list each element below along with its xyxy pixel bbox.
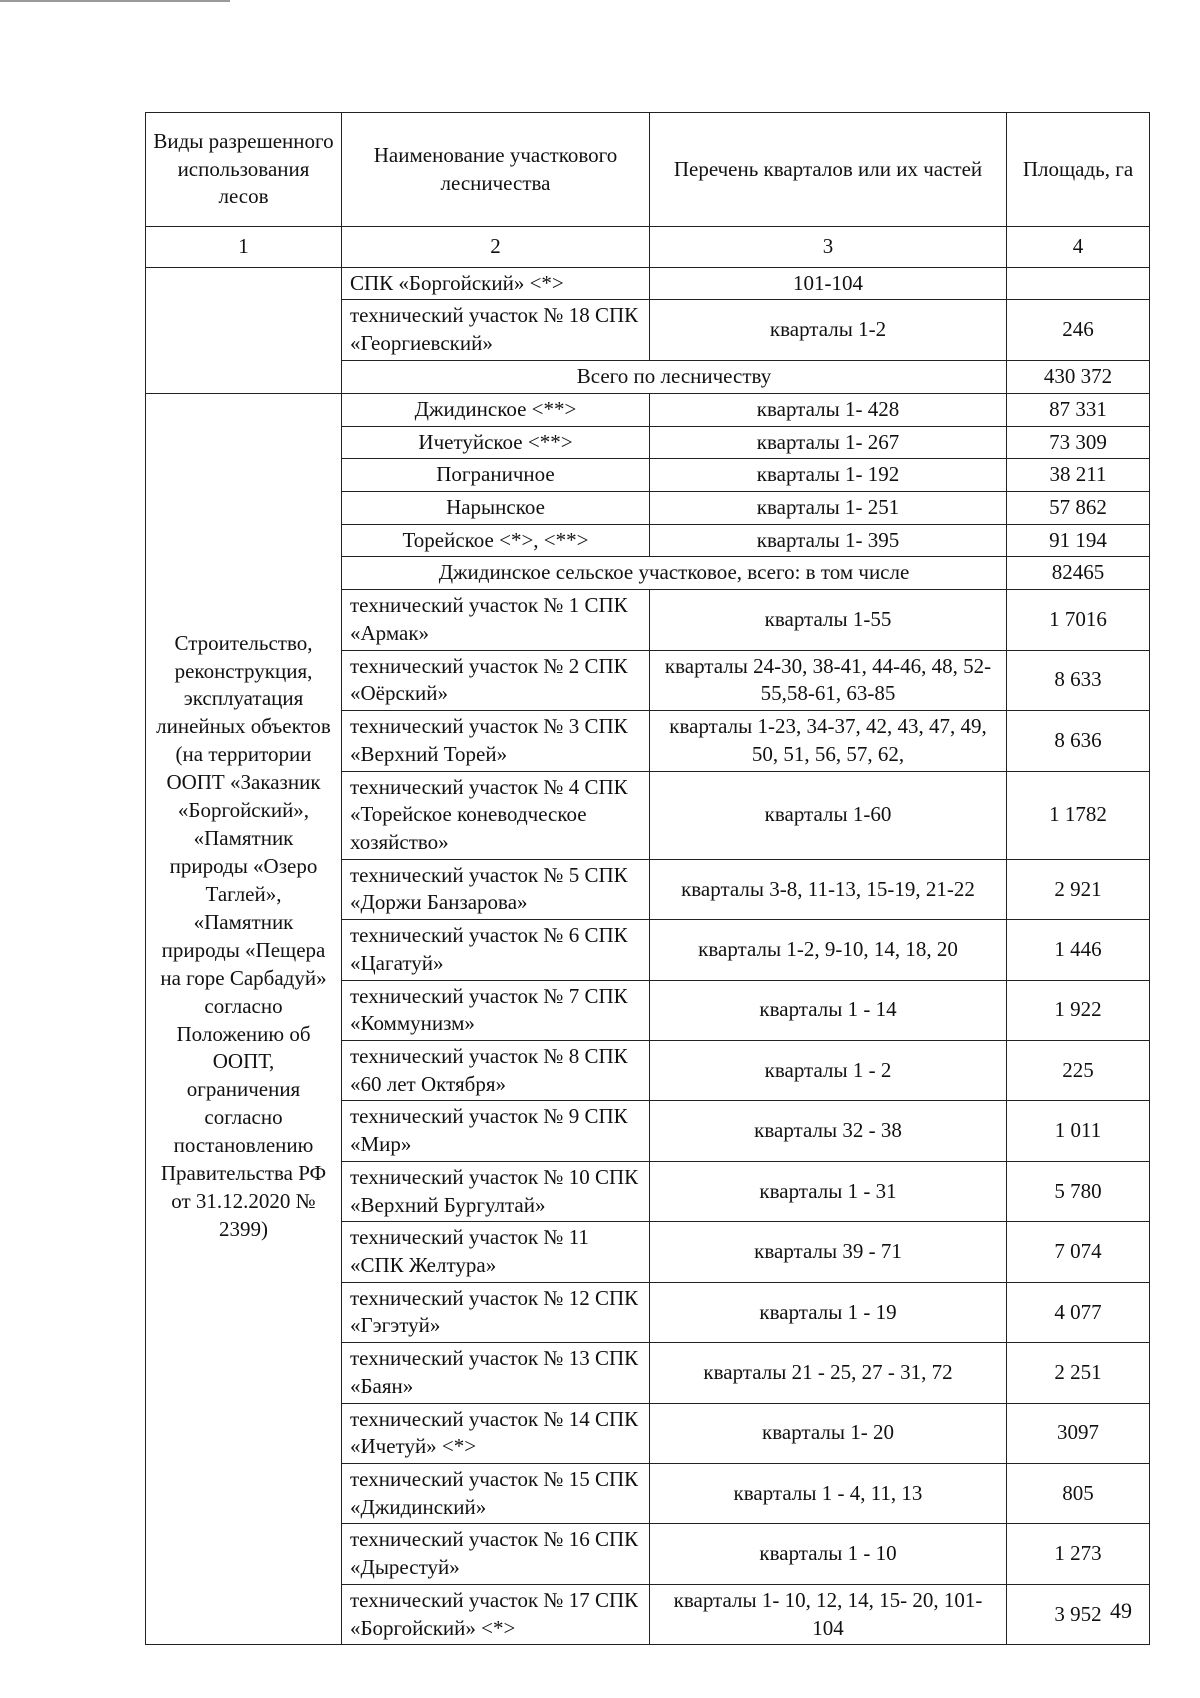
quarters-cell: кварталы 1 - 19 bbox=[650, 1282, 1007, 1342]
area-cell: 57 862 bbox=[1007, 492, 1150, 525]
area-cell: 38 211 bbox=[1007, 459, 1150, 492]
plot-name-cell: технический участок № 17 СПК «Боргойский» <*> bbox=[342, 1584, 650, 1644]
forestry-name-cell: технический участок № 18 СПК «Георгиевский» bbox=[342, 300, 650, 360]
area-cell: 1 273 bbox=[1007, 1524, 1150, 1584]
column-number-3: 3 bbox=[650, 227, 1007, 268]
forestry-name-cell: Пограничное bbox=[342, 459, 650, 492]
column-number-1: 1 bbox=[146, 227, 342, 268]
quarters-cell: кварталы 1 - 10 bbox=[650, 1524, 1007, 1584]
quarters-cell: кварталы 1 - 14 bbox=[650, 980, 1007, 1040]
plot-name-cell: технический участок № 16 СПК «Дырестуй» bbox=[342, 1524, 650, 1584]
table-row bbox=[146, 393, 1150, 426]
activity-description-cell: Строительство, реконструкция, эксплуатация линейных объектов (на территории ООПТ «Заказник «Боргойский», «Памятник природы «Озеро Таглей», «Памятник природы «Пещера на горе Сарбадуй» согласно Положению об ООПТ, ограничения согласно постановлению Правительства РФ от 31.12.2020 № 2399) bbox=[146, 393, 342, 1645]
area-cell: 2 921 bbox=[1007, 859, 1150, 919]
quarters-cell: кварталы 3-8, 11-13, 15-19, 21-22 bbox=[650, 859, 1007, 919]
header-forestry-name: Наименование участкового лесничества bbox=[342, 113, 650, 227]
plot-name-cell: технический участок № 12 СПК «Гэгэтуй» bbox=[342, 1282, 650, 1342]
quarters-cell: кварталы 1- 20 bbox=[650, 1403, 1007, 1463]
forestry-name-cell: Нарынское bbox=[342, 492, 650, 525]
area-cell bbox=[1007, 267, 1150, 300]
area-cell: 7 074 bbox=[1007, 1222, 1150, 1282]
area-cell: 1 922 bbox=[1007, 980, 1150, 1040]
plot-name-cell: технический участок № 10 СПК «Верхний Бургултай» bbox=[342, 1161, 650, 1221]
quarters-cell: кварталы 1-55 bbox=[650, 590, 1007, 650]
area-cell: 1 1782 bbox=[1007, 771, 1150, 859]
plot-name-cell: технический участок № 2 СПК «Оёрский» bbox=[342, 650, 650, 710]
quarters-cell: кварталы 1-60 bbox=[650, 771, 1007, 859]
quarters-cell: кварталы 39 - 71 bbox=[650, 1222, 1007, 1282]
area-cell: 225 bbox=[1007, 1040, 1150, 1100]
area-cell: 4 077 bbox=[1007, 1282, 1150, 1342]
plot-name-cell: технический участок № 13 СПК «Баян» bbox=[342, 1343, 650, 1403]
page-number: 49 bbox=[1110, 1598, 1132, 1623]
plot-name-cell: технический участок № 11 «СПК Желтура» bbox=[342, 1222, 650, 1282]
forestry-total-value: 430 372 bbox=[1007, 360, 1150, 393]
scan-top-rule bbox=[0, 0, 230, 2]
plot-name-cell: технический участок № 7 СПК «Коммунизм» bbox=[342, 980, 650, 1040]
forest-use-table bbox=[145, 112, 1150, 1645]
header-area: Площадь, га bbox=[1007, 113, 1150, 227]
plot-name-cell: технический участок № 9 СПК «Мир» bbox=[342, 1101, 650, 1161]
plot-name-cell: технический участок № 15 СПК «Джидинский» bbox=[342, 1464, 650, 1524]
column-number-4: 4 bbox=[1007, 227, 1150, 268]
quarters-cell: кварталы 1- 10, 12, 14, 15- 20, 101-104 bbox=[650, 1584, 1007, 1644]
forestry-name-cell: Ичетуйское <**> bbox=[342, 426, 650, 459]
area-cell: 1 7016 bbox=[1007, 590, 1150, 650]
plot-name-cell: технический участок № 1 СПК «Армак» bbox=[342, 590, 650, 650]
forestry-name-cell: СПК «Боргойский» <*> bbox=[342, 267, 650, 300]
quarters-cell: кварталы 1-2 bbox=[650, 300, 1007, 360]
quarters-cell: 101-104 bbox=[650, 267, 1007, 300]
subtotal-value: 82465 bbox=[1007, 557, 1150, 590]
area-cell: 246 bbox=[1007, 300, 1150, 360]
plot-name-cell: технический участок № 6 СПК «Цагатуй» bbox=[342, 920, 650, 980]
area-cell: 8 636 bbox=[1007, 711, 1150, 771]
area-cell: 1 011 bbox=[1007, 1101, 1150, 1161]
quarters-cell: кварталы 1-2, 9-10, 14, 18, 20 bbox=[650, 920, 1007, 980]
header-quarters-list: Перечень кварталов или их частей bbox=[650, 113, 1007, 227]
quarters-cell: кварталы 1- 395 bbox=[650, 524, 1007, 557]
quarters-cell: кварталы 21 - 25, 27 - 31, 72 bbox=[650, 1343, 1007, 1403]
area-cell: 1 446 bbox=[1007, 920, 1150, 980]
quarters-cell: кварталы 1- 251 bbox=[650, 492, 1007, 525]
quarters-cell: кварталы 1 - 4, 11, 13 bbox=[650, 1464, 1007, 1524]
quarters-cell: кварталы 1-23, 34-37, 42, 43, 47, 49, 50, 51, 56, 57, 62, bbox=[650, 711, 1007, 771]
quarters-cell: кварталы 1 - 2 bbox=[650, 1040, 1007, 1100]
table-row bbox=[146, 267, 1150, 300]
area-cell: 91 194 bbox=[1007, 524, 1150, 557]
area-cell: 805 bbox=[1007, 1464, 1150, 1524]
forestry-total-label: Всего по лесничеству bbox=[342, 360, 1007, 393]
area-cell: 2 251 bbox=[1007, 1343, 1150, 1403]
subtotal-label: Джидинское сельское участковое, всего: в том числе bbox=[342, 557, 1007, 590]
quarters-cell: кварталы 1 - 31 bbox=[650, 1161, 1007, 1221]
area-cell: 3 952 bbox=[1007, 1584, 1150, 1644]
plot-name-cell: технический участок № 14 СПК «Ичетуй» <*> bbox=[342, 1403, 650, 1463]
plot-name-cell: технический участок № 3 СПК «Верхний Торей» bbox=[342, 711, 650, 771]
forestry-name-cell: Джидинское <**> bbox=[342, 393, 650, 426]
area-cell: 3097 bbox=[1007, 1403, 1150, 1463]
area-cell: 73 309 bbox=[1007, 426, 1150, 459]
quarters-cell: кварталы 24-30, 38-41, 44-46, 48, 52-55,58-61, 63-85 bbox=[650, 650, 1007, 710]
column-number-2: 2 bbox=[342, 227, 650, 268]
column-numbers-row bbox=[146, 227, 1150, 268]
plot-name-cell: технический участок № 5 СПК «Доржи Банзарова» bbox=[342, 859, 650, 919]
quarters-cell: кварталы 32 - 38 bbox=[650, 1101, 1007, 1161]
quarters-cell: кварталы 1- 267 bbox=[650, 426, 1007, 459]
quarters-cell: кварталы 1- 428 bbox=[650, 393, 1007, 426]
area-cell: 87 331 bbox=[1007, 393, 1150, 426]
area-cell: 5 780 bbox=[1007, 1161, 1150, 1221]
empty-use-cell bbox=[146, 267, 342, 393]
plot-name-cell: технический участок № 8 СПК «60 лет Октября» bbox=[342, 1040, 650, 1100]
header-row bbox=[146, 113, 1150, 227]
plot-name-cell: технический участок № 4 СПК «Торейское коневодческое хозяйство» bbox=[342, 771, 650, 859]
forestry-name-cell: Торейское <*>, <**> bbox=[342, 524, 650, 557]
quarters-cell: кварталы 1- 192 bbox=[650, 459, 1007, 492]
area-cell: 8 633 bbox=[1007, 650, 1150, 710]
header-use-types: Виды разрешенного использования лесов bbox=[146, 113, 342, 227]
